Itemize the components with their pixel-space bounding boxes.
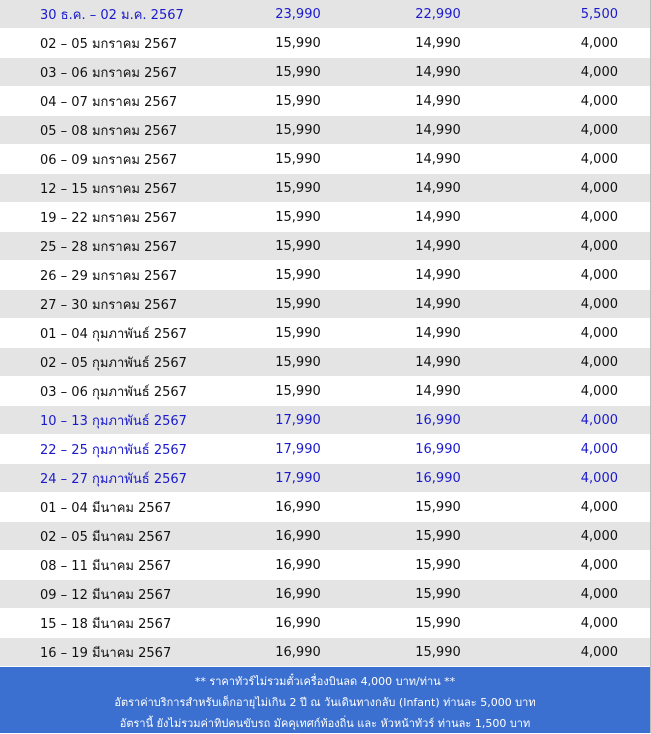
travel-date: 02 – 05 มีนาคม 2567 <box>0 522 228 551</box>
travel-date: 26 – 29 มกราคม 2567 <box>0 261 228 290</box>
price-child: 14,990 <box>368 203 508 232</box>
table-row <box>0 580 650 609</box>
travel-date: 01 – 04 กุมภาพันธ์ 2567 <box>0 319 228 348</box>
price-adult: 15,990 <box>228 319 368 348</box>
price-child: 15,990 <box>368 551 508 580</box>
price-single-supplement: 4,000 <box>508 377 650 406</box>
price-single-supplement: 4,000 <box>508 29 650 58</box>
price-child: 14,990 <box>368 116 508 145</box>
price-adult: 15,990 <box>228 174 368 203</box>
price-child: 14,990 <box>368 290 508 319</box>
price-child: 14,990 <box>368 87 508 116</box>
table-row <box>0 174 650 203</box>
travel-date: 01 – 04 มีนาคม 2567 <box>0 493 228 522</box>
price-adult: 15,990 <box>228 377 368 406</box>
table-row <box>0 377 650 406</box>
table-row <box>0 261 650 290</box>
travel-date: 06 – 09 มกราคม 2567 <box>0 145 228 174</box>
price-adult: 15,990 <box>228 348 368 377</box>
price-adult: 16,990 <box>228 580 368 609</box>
table-row <box>0 0 650 29</box>
price-child: 16,990 <box>368 464 508 493</box>
note-flight-discount: ** ราคาทัวร์ไม่รวมตั๋วเครื่องบินลด 4,000 บาท/ท่าน ** <box>194 675 456 688</box>
table-row <box>0 522 650 551</box>
price-single-supplement: 4,000 <box>508 348 650 377</box>
travel-date: 25 – 28 มกราคม 2567 <box>0 232 228 261</box>
table-row <box>0 551 650 580</box>
travel-date: 30 ธ.ค. – 02 ม.ค. 2567 <box>0 0 228 29</box>
travel-date: 03 – 06 มกราคม 2567 <box>0 58 228 87</box>
travel-date: 08 – 11 มีนาคม 2567 <box>0 551 228 580</box>
table-row <box>0 29 650 58</box>
travel-date: 16 – 19 มีนาคม 2567 <box>0 638 228 667</box>
price-single-supplement: 4,000 <box>508 87 650 116</box>
price-child: 14,990 <box>368 261 508 290</box>
price-single-supplement: 4,000 <box>508 261 650 290</box>
price-adult: 15,990 <box>228 203 368 232</box>
price-child: 14,990 <box>368 145 508 174</box>
price-adult: 16,990 <box>228 493 368 522</box>
price-single-supplement: 4,000 <box>508 609 650 638</box>
table-row <box>0 87 650 116</box>
table-row <box>0 435 650 464</box>
table-row <box>0 116 650 145</box>
travel-date: 19 – 22 มกราคม 2567 <box>0 203 228 232</box>
price-adult: 15,990 <box>228 232 368 261</box>
table-row <box>0 609 650 638</box>
price-child: 14,990 <box>368 174 508 203</box>
table-row <box>0 290 650 319</box>
price-child: 15,990 <box>368 638 508 667</box>
price-child: 14,990 <box>368 348 508 377</box>
table-row <box>0 58 650 87</box>
price-adult: 15,990 <box>228 58 368 87</box>
price-single-supplement: 4,000 <box>508 638 650 667</box>
price-child: 14,990 <box>368 319 508 348</box>
price-single-supplement: 4,000 <box>508 58 650 87</box>
price-adult: 23,990 <box>228 0 368 29</box>
table-row <box>0 638 650 667</box>
price-child: 14,990 <box>368 29 508 58</box>
price-notes <box>0 667 650 733</box>
price-single-supplement: 4,000 <box>508 290 650 319</box>
price-child: 15,990 <box>368 522 508 551</box>
table-row <box>0 319 650 348</box>
travel-date: 15 – 18 มีนาคม 2567 <box>0 609 228 638</box>
travel-date: 05 – 08 มกราคม 2567 <box>0 116 228 145</box>
price-single-supplement: 4,000 <box>508 232 650 261</box>
travel-date: 22 – 25 กุมภาพันธ์ 2567 <box>0 435 228 464</box>
note-infant-price: อัตราค่าบริการสำหรับเด็กอายุไม่เกิน 2 ปี ณ วันเดินทางกลับ (Infant) ท่านละ 5,000 บาท <box>114 696 536 709</box>
price-child: 15,990 <box>368 493 508 522</box>
price-single-supplement: 4,000 <box>508 580 650 609</box>
travel-date: 27 – 30 มกราคม 2567 <box>0 290 228 319</box>
price-single-supplement: 4,000 <box>508 203 650 232</box>
price-single-supplement: 4,000 <box>508 435 650 464</box>
note-tips-excluded: อัตรานี้ ยังไม่รวมค่าทิปคนขับรถ มัคคุเทศก์ท้องถิ่น และ หัวหน้าทัวร์ ท่านละ 1,500 บาท <box>119 717 531 730</box>
table-row <box>0 348 650 377</box>
price-single-supplement: 4,000 <box>508 116 650 145</box>
price-child: 22,990 <box>368 0 508 29</box>
price-adult: 15,990 <box>228 261 368 290</box>
price-adult: 16,990 <box>228 551 368 580</box>
price-adult: 15,990 <box>228 290 368 319</box>
table-row <box>0 493 650 522</box>
price-single-supplement: 4,000 <box>508 522 650 551</box>
price-adult: 15,990 <box>228 116 368 145</box>
price-child: 14,990 <box>368 58 508 87</box>
price-adult: 16,990 <box>228 522 368 551</box>
price-adult: 16,990 <box>228 638 368 667</box>
price-adult: 15,990 <box>228 29 368 58</box>
price-single-supplement: 4,000 <box>508 174 650 203</box>
travel-date: 02 – 05 กุมภาพันธ์ 2567 <box>0 348 228 377</box>
travel-date: 02 – 05 มกราคม 2567 <box>0 29 228 58</box>
price-child: 16,990 <box>368 435 508 464</box>
price-adult: 15,990 <box>228 145 368 174</box>
price-child: 16,990 <box>368 406 508 435</box>
table-row <box>0 232 650 261</box>
price-single-supplement: 4,000 <box>508 464 650 493</box>
table-row <box>0 203 650 232</box>
table-row <box>0 464 650 493</box>
table-row <box>0 145 650 174</box>
travel-date: 04 – 07 มกราคม 2567 <box>0 87 228 116</box>
travel-date: 12 – 15 มกราคม 2567 <box>0 174 228 203</box>
price-adult: 17,990 <box>228 406 368 435</box>
price-single-supplement: 4,000 <box>508 493 650 522</box>
travel-date: 24 – 27 กุมภาพันธ์ 2567 <box>0 464 228 493</box>
price-adult: 17,990 <box>228 464 368 493</box>
price-single-supplement: 4,000 <box>508 406 650 435</box>
price-single-supplement: 5,500 <box>508 0 650 29</box>
travel-date: 09 – 12 มีนาคม 2567 <box>0 580 228 609</box>
table-row <box>0 406 650 435</box>
price-single-supplement: 4,000 <box>508 551 650 580</box>
travel-date: 03 – 06 กุมภาพันธ์ 2567 <box>0 377 228 406</box>
travel-date: 10 – 13 กุมภาพันธ์ 2567 <box>0 406 228 435</box>
price-adult: 17,990 <box>228 435 368 464</box>
price-single-supplement: 4,000 <box>508 145 650 174</box>
price-single-supplement: 4,000 <box>508 319 650 348</box>
price-child: 14,990 <box>368 377 508 406</box>
price-adult: 16,990 <box>228 609 368 638</box>
price-child: 15,990 <box>368 580 508 609</box>
price-adult: 15,990 <box>228 87 368 116</box>
price-child: 15,990 <box>368 609 508 638</box>
price-child: 14,990 <box>368 232 508 261</box>
